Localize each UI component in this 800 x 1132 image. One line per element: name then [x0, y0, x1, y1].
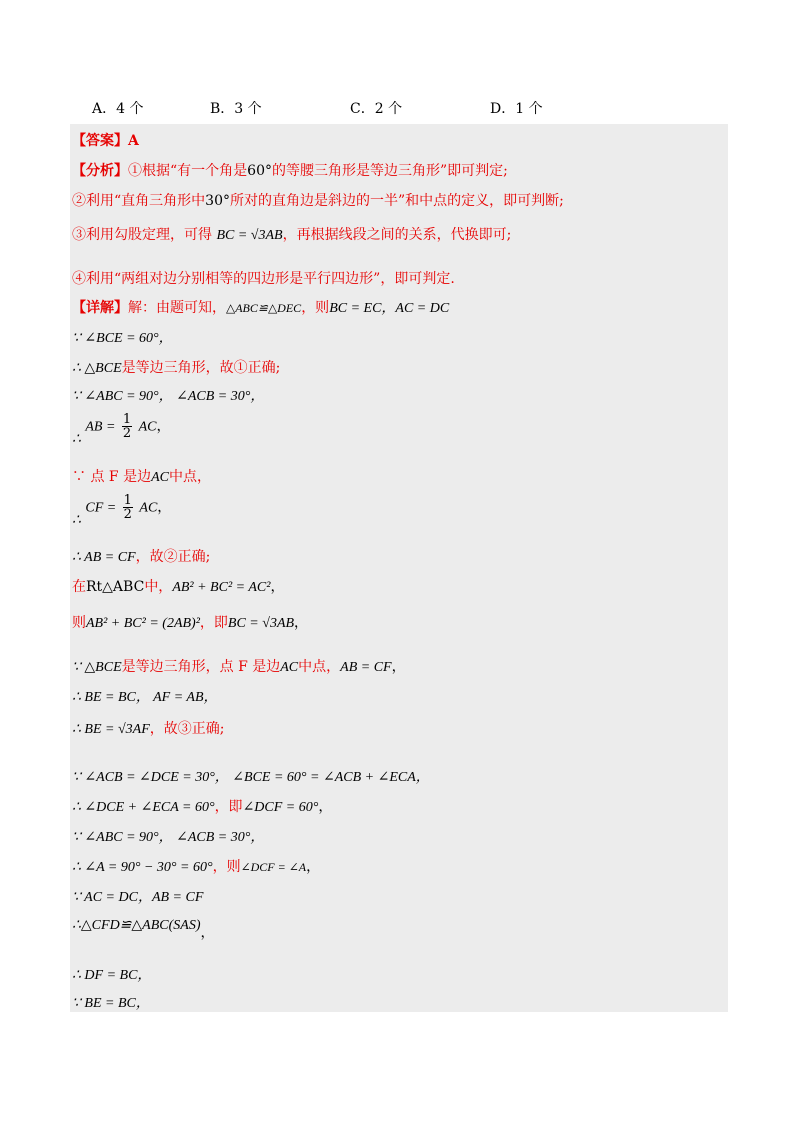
math-expr: BC = EC，AC = DC — [329, 301, 450, 316]
detail-text: ，即 — [199, 615, 228, 631]
math-expr: ∴ BE = BC， AF = AB， — [72, 690, 218, 705]
detail-text: 解：由题可知， — [128, 300, 226, 316]
option-a: A．4 个 — [92, 101, 144, 117]
detail-line-21 — [72, 992, 150, 1012]
analysis-line-3 — [72, 224, 511, 244]
math-expr: 30° — [205, 193, 230, 209]
detail-text: ∵ 点 F 是边 — [72, 469, 152, 485]
math-expr: ∵ ∠ABC = 90°， ∠ACB = 30°， — [72, 389, 265, 404]
math-expr: ∴ BE = √3AF — [72, 722, 150, 737]
math-expr: Rt△ABC — [86, 579, 145, 595]
detail-line-7: ∴ CF = $\frac{1}{2}$ AC， — [72, 493, 172, 528]
detail-line-3 — [72, 357, 280, 377]
answer-label: 【答案】 — [72, 133, 128, 149]
analysis-text: ③利用勾股定理，可得 — [72, 227, 212, 243]
detail-text: 中点， — [298, 659, 341, 675]
math-expr: 60° — [247, 163, 272, 179]
detail-line-16 — [72, 826, 264, 846]
math-expr: AB = — [85, 419, 116, 435]
math-expr: BC = √3AB — [227, 616, 295, 631]
fraction-half: $\frac{1}{2}$ — [122, 412, 132, 441]
math-expr: AB = CF — [340, 660, 392, 675]
math-expr: ∵ BE = BC， — [72, 996, 150, 1011]
detail-text: ，故③正确; — [149, 721, 225, 737]
math-expr: AC — [151, 470, 169, 485]
solution-panel — [70, 124, 728, 1012]
option-c: C．2 个 — [350, 101, 403, 117]
analysis-label: 【分析】 — [72, 163, 128, 179]
detail-line-5: ∴ AB = $\frac{1}{2}$ AC， — [72, 412, 171, 447]
option-b: B．3 个 — [210, 101, 262, 117]
math-expr: AB² + BC² = AC² — [172, 580, 271, 595]
detail-line-10: 则AB² + BC² = (2AB)²，即BC = √3AB， — [72, 615, 309, 631]
detail-line-18 — [72, 886, 203, 906]
detail-text: 则 — [72, 615, 86, 631]
detail-text: ，即 — [214, 799, 243, 815]
answer-line — [72, 130, 139, 150]
math-expr: AC — [280, 660, 299, 675]
detail-line-17: ∴ ∠A = 90° − 30° = 60°，则∠DCF = ∠A， — [72, 859, 321, 875]
answer-value: A — [128, 133, 139, 149]
detail-line-14 — [72, 766, 430, 786]
detail-line-9: 在Rt△ABC中，AB² + BC² = AC²， — [72, 579, 285, 595]
detail-text: ，则 — [301, 300, 330, 316]
detail-label: 【详解】 — [72, 300, 128, 316]
detail-line-15: ∴ ∠DCE + ∠ECA = 60°，即∠DCF = 60°， — [72, 799, 333, 815]
math-expr: ∴ ∠DCE + ∠ECA = 60° — [72, 800, 215, 815]
detail-line-19: ∴△CFD≌△ABC(SAS)， — [72, 918, 215, 941]
detail-text: ，故②正确; — [135, 549, 211, 565]
math-expr: AC — [138, 419, 157, 435]
analysis-text: ②利用“直角三角形中 — [72, 193, 206, 209]
detail-text: 中， — [144, 579, 173, 595]
detail-line-12 — [72, 686, 218, 706]
answer-options — [92, 98, 612, 120]
detail-line-8 — [72, 546, 210, 566]
therefore-symbol: ∴ — [72, 431, 81, 447]
analysis-line-2 — [72, 190, 564, 210]
analysis-text: ，再根据线段之间的关系，代换即可; — [282, 227, 512, 243]
math-expr: AB² + BC² = (2AB)² — [86, 616, 200, 631]
math-expr: ∵ ∠BCE = 60°， — [72, 331, 173, 346]
analysis-text: 的等腰三角形是等边三角形”即可判定; — [272, 163, 508, 179]
math-expr: ∵ ∠ACB = ∠DCE = 30°， ∠BCE = 60° = ∠ACB + ∠ECA， — [72, 770, 430, 785]
detail-text: 在 — [72, 579, 86, 595]
option-d: D．1 个 — [490, 101, 543, 117]
analysis-line-4 — [72, 268, 455, 288]
math-expr: ∵ AC = DC，AB = CF — [72, 890, 204, 905]
detail-line-20 — [72, 964, 151, 984]
detail-text: 是等边三角形，故①正确; — [121, 360, 281, 376]
math-expr: ∴ AB = CF — [72, 550, 136, 565]
analysis-line-1 — [72, 160, 508, 180]
detail-text: 是等边三角形，点 F 是边 — [121, 659, 281, 675]
detail-text: ，则 — [212, 859, 241, 875]
math-expr: ∴ DF = BC， — [72, 968, 152, 983]
detail-line-11: ∵ △BCE是等边三角形，点 F 是边AC中点，AB = CF， — [72, 659, 406, 675]
math-expr: CF = — [85, 500, 117, 516]
detail-line-13 — [72, 718, 224, 738]
therefore-symbol: ∴ — [72, 512, 81, 528]
math-expr: ∵ ∠ABC = 90°， ∠ACB = 30°， — [72, 830, 265, 845]
analysis-text: ①根据“有一个角是 — [128, 163, 248, 179]
detail-text: 中点， — [168, 469, 211, 485]
math-expr: ∴△CFD≌△ABC(SAS) — [72, 918, 201, 933]
math-expr: ∠DCF = ∠A — [240, 860, 307, 874]
math-expr: ∴ ∠A = 90° − 30° = 60° — [72, 860, 213, 875]
detail-line-4 — [72, 385, 264, 405]
analysis-text: 所对的直角边是斜边的一半”和中点的定义，即可判断; — [230, 193, 564, 209]
math-expr: BC = √3AB — [216, 228, 283, 243]
detail-line-2 — [72, 327, 173, 347]
math-expr: ∵ △BCE — [72, 660, 122, 675]
math-expr: ∠DCF = 60° — [242, 800, 319, 815]
detail-line-6 — [72, 466, 211, 486]
fraction-half: $\frac{1}{2}$ — [123, 493, 132, 522]
math-expr: △ABC≌△DEC — [226, 301, 302, 315]
math-expr: AC — [139, 500, 158, 516]
math-expr: ∴ △BCE — [72, 361, 122, 376]
analysis-text: ④利用“两组对边分别相等的四边形是平行四边形”，即可判定. — [72, 271, 455, 287]
detail-line-1 — [72, 297, 449, 317]
